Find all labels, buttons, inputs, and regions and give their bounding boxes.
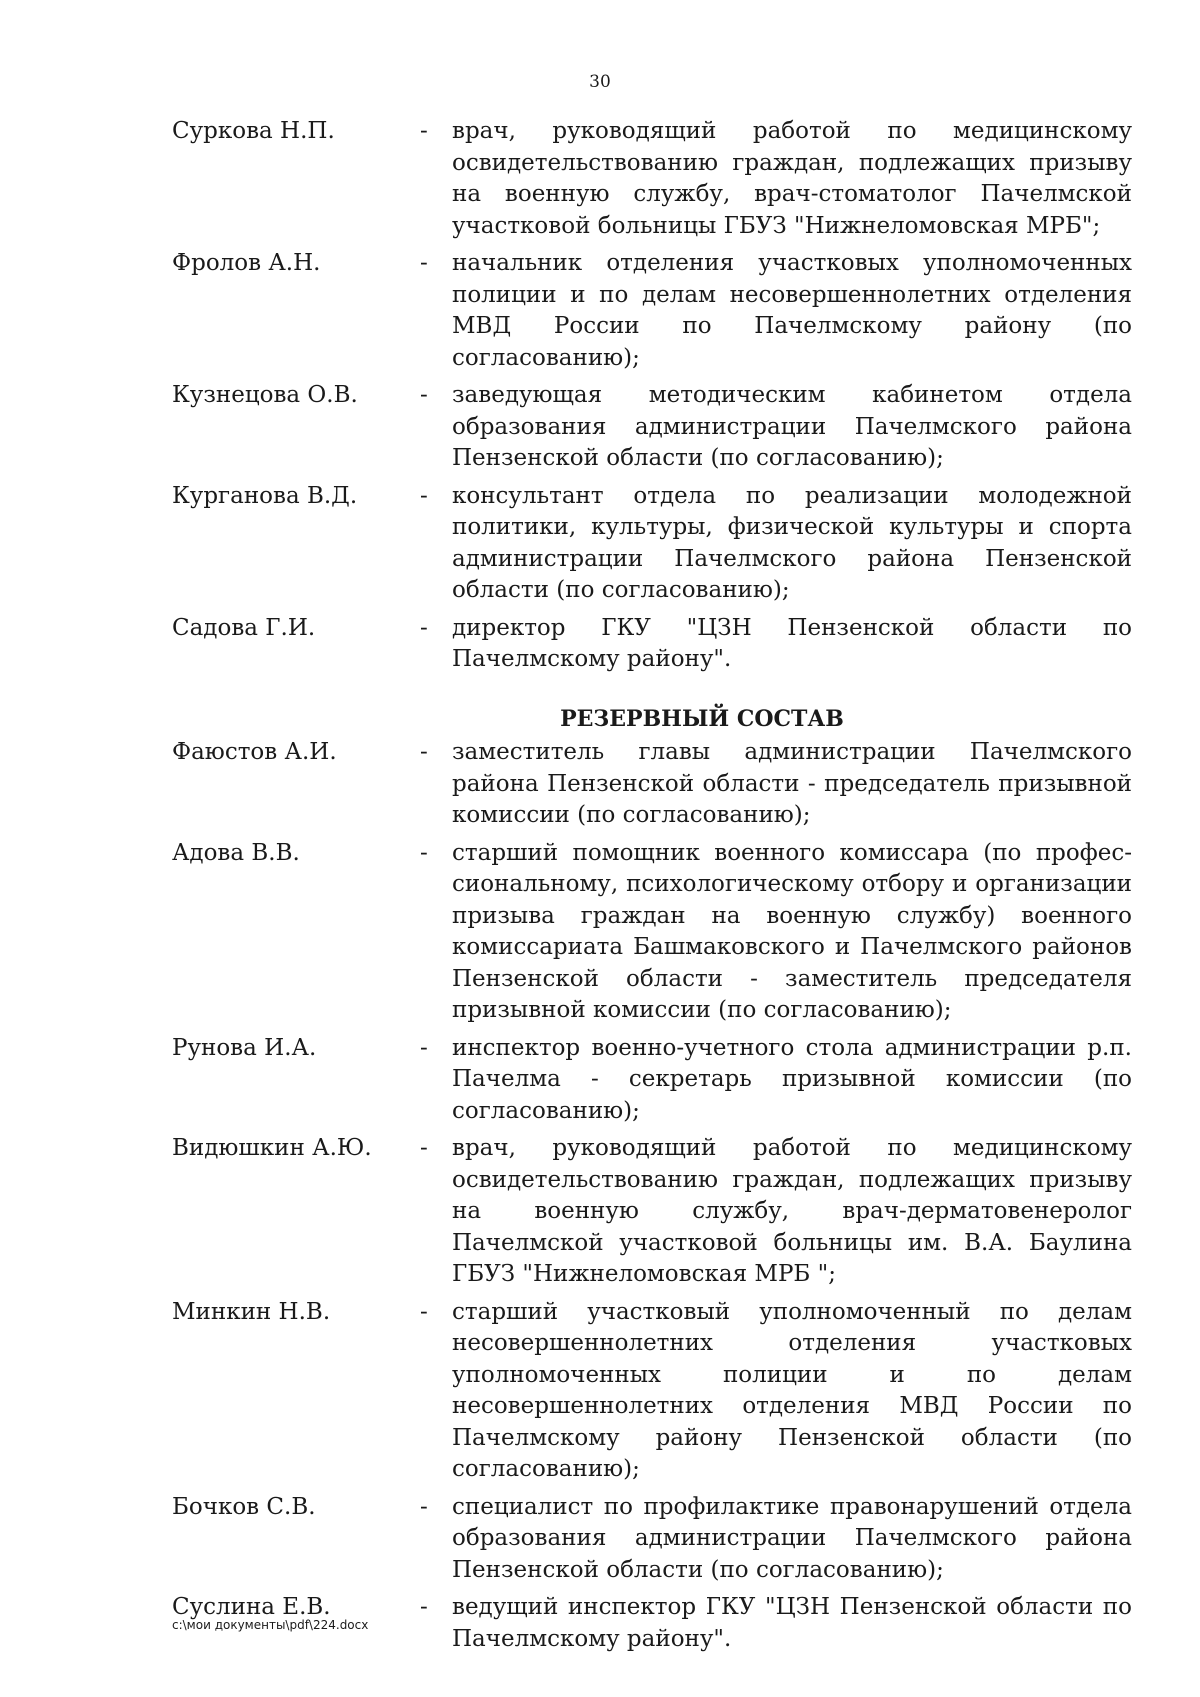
dash-separator: - — [420, 1594, 428, 1620]
member-position: заведующая методическим кабинетом отдела образования администрации Пачелмского района Пензенской области (по согласованию); — [452, 382, 1132, 471]
member-name: Курганова В.Д. — [172, 482, 358, 509]
member-position: начальник отделения участковых уполномоченных полиции и по делам несовершеннолетних отделения МВД России по Пачелмскому району (по согласованию); — [452, 250, 1132, 371]
member-position: старший помощник военного комиссара (по профессиональному, психологическому отбору и организации призыва граждан на военную службу) военного комиссариата Башмаковского и Пачелмского районов Пензенской области - заместитель председателя призывной комиссии (по согласованию); — [452, 839, 1132, 1023]
list-item — [172, 481, 1132, 607]
member-position: ведущий инспектор ГКУ "ЦЗН Пензенской области по Пачелмскому району". — [452, 1594, 1132, 1652]
dash-separator: - — [420, 250, 428, 276]
dash-separator: - — [420, 118, 428, 144]
member-name: Суркова Н.П. — [172, 118, 335, 144]
dash-separator: - — [420, 1493, 428, 1520]
dash-separator: - — [420, 839, 428, 866]
member-name: Суслина Е.В. — [172, 1594, 331, 1620]
dash-separator: - — [420, 1135, 428, 1161]
dash-separator: - — [420, 1298, 428, 1325]
list-item — [172, 380, 1132, 475]
member-position: заместитель главы администрации Пачелмского района Пензенской области - председатель призывной комиссии (по согласованию); — [452, 739, 1132, 828]
member-position: врач, руководящий работой по медицинскому освидетельствованию граждан, подлежащих призыву на военную службу, врач-дерматовенеролог Пачелмской участковой больницы им. В.А. Баулина ГБУЗ "Нижнеломовская МРБ "; — [452, 1135, 1132, 1287]
dash-separator: - — [420, 382, 428, 408]
dash-separator: - — [420, 614, 428, 641]
member-name: Видюшкин А.Ю. — [172, 1135, 372, 1161]
member-name: Фаюстов А.И. — [172, 739, 337, 765]
member-position: инспектор военно-учетного стола администрации р.п. Пачелма - секретарь призывной комиссии (по согласованию); — [452, 1034, 1132, 1124]
list-item — [172, 248, 1132, 374]
member-name: Рунова И.А. — [172, 1034, 317, 1061]
member-name: Фролов А.Н. — [172, 250, 321, 276]
list-item — [172, 1492, 1132, 1587]
list-item — [172, 116, 1132, 242]
member-position: директор ГКУ "ЦЗН Пензенской области по Пачелмскому району". — [452, 614, 1132, 672]
member-name: Кузнецова О.В. — [172, 382, 358, 408]
member-position: врач, руководящий работой по медицинскому освидетельствованию граждан, подлежащих призыву на военную службу, врач-стоматолог Пачелмской участковой больницы ГБУЗ "Нижнеломовская МРБ"; — [452, 118, 1132, 239]
page-number: 30 — [589, 72, 611, 92]
list-item — [172, 1297, 1132, 1486]
member-name: Садова Г.И. — [172, 614, 316, 641]
list-item — [172, 1033, 1132, 1128]
list-item — [172, 613, 1132, 676]
list-item — [172, 1133, 1132, 1291]
member-position: специалист по профилактике правонарушений отдела образования администрации Пачелмского района Пензенской области (по согласованию); — [452, 1493, 1132, 1583]
section-title-reserve: РЕЗЕРВНЫЙ СОСТАВ — [560, 705, 844, 732]
member-name: Минкин Н.В. — [172, 1298, 331, 1325]
member-name: Адова В.В. — [172, 839, 300, 866]
dash-separator: - — [420, 739, 428, 765]
member-name: Бочков С.В. — [172, 1493, 316, 1520]
dash-separator: - — [420, 482, 428, 509]
commission-list — [172, 116, 1132, 1661]
list-item — [172, 737, 1132, 832]
document-footer-path: c:\мои документы\pdf\224.docx — [172, 1618, 369, 1632]
list-item — [172, 838, 1132, 1027]
member-position: старший участковый уполномоченный по делам несовершеннолетних отделения участковых уполномоченных полиции и по делам несовершеннолетних отделения МВД России по Пачелмскому району Пензенской области (по согласованию); — [452, 1298, 1132, 1482]
dash-separator: - — [420, 1034, 428, 1061]
member-position: консультант отдела по реализации молодежной политики, культуры, физической культуры и спорта администрации Пачелмского района Пензенской области (по согласованию); — [452, 482, 1132, 603]
